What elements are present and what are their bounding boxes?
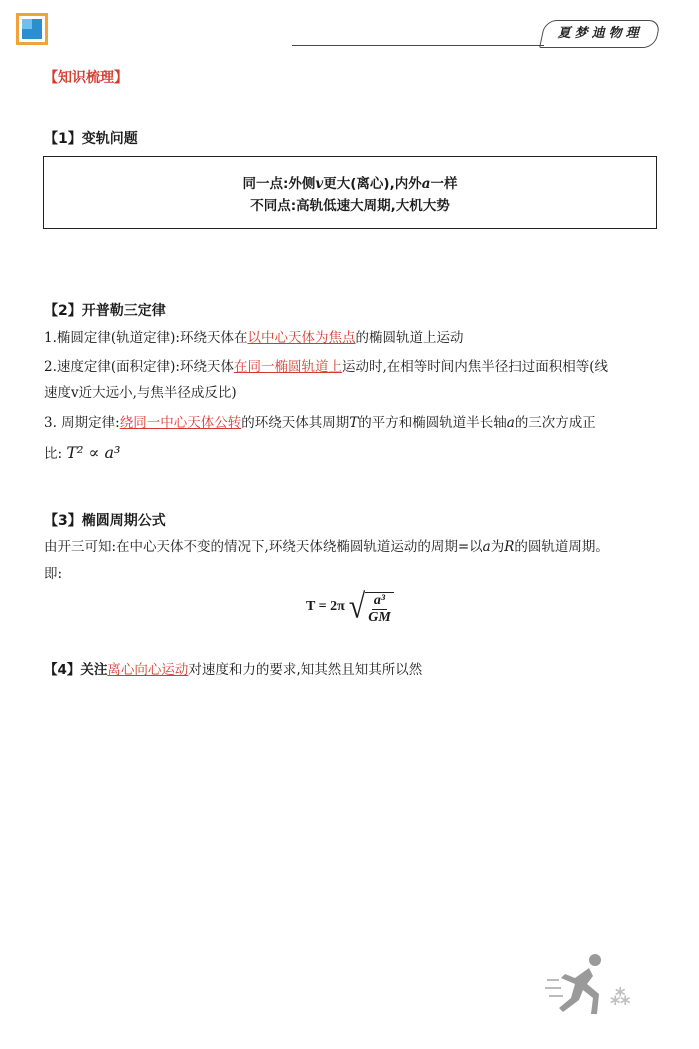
watermark-icon: ⁂ <box>610 985 631 1009</box>
s4-line: 【4】关注离心向心运动对速度和力的要求,知其然且知其所以然 <box>44 662 423 678</box>
period-formula: T = 2π √ $\frac{\text{a³}}{GM}$ <box>306 588 394 626</box>
radical-icon: √ <box>348 587 366 626</box>
s2-heading: 【2】开普勒三定律 <box>44 303 166 319</box>
runner-icon <box>545 950 615 1020</box>
highlight-same-center: 绕同一中心天体公转 <box>119 415 242 431</box>
logo-icon <box>16 13 48 45</box>
s3-paragraph: 由开三可知:在中心天体不变的情况下,环绕天体绕椭圆轨道运动的周期=以a为R的圆轨道周期。 <box>44 539 609 555</box>
highlight-centrifugal: 离心向心运动 <box>107 662 189 678</box>
kepler-law-2-cont: 速度v近大远小,与焦半径成反比) <box>44 385 237 401</box>
highlight-focus: 以中心天体为焦点 <box>247 330 356 346</box>
header-rule <box>292 45 544 46</box>
kepler-law-2: 2.速度定律(面积定律):环绕天体在同一椭圆轨道上运动时,在相等时间内焦半径扫过面积相等(线 <box>44 359 609 375</box>
s3-heading: 【3】椭圆周期公式 <box>44 513 166 529</box>
series-title: 夏梦迪物理 <box>557 26 643 41</box>
box-line-2: 不同点:高轨低速大周期,大机大势 <box>250 198 450 214</box>
kepler-law-3-cont: 比: T² ∝ a³ <box>44 443 121 462</box>
kepler-law-3: 3. 周期定律:绕同一中心天体公转的环绕天体其周期T的平方和椭圆轨道半长轴a的三次方成正 <box>44 415 596 431</box>
section-tag: 【知识梳理】 <box>44 70 128 86</box>
sqrt-expression <box>349 588 394 626</box>
box-line-1: 同一点:外侧v更大(离心),内外a一样 <box>242 176 458 192</box>
s1-summary-box <box>43 156 657 229</box>
s1-heading: 【1】变轨问题 <box>44 131 138 147</box>
kepler-formula: T² ∝ a³ <box>66 443 121 462</box>
highlight-same-orbit: 在同一椭圆轨道上 <box>233 359 342 375</box>
s3-ie: 即: <box>44 566 63 582</box>
kepler-law-1: 1.椭圆定律(轨道定律):环绕天体在以中心天体为焦点的椭圆轨道上运动 <box>44 330 464 346</box>
fraction: $\frac{\text{a³}}{GM}$ <box>365 592 394 626</box>
header-badge <box>539 20 661 48</box>
